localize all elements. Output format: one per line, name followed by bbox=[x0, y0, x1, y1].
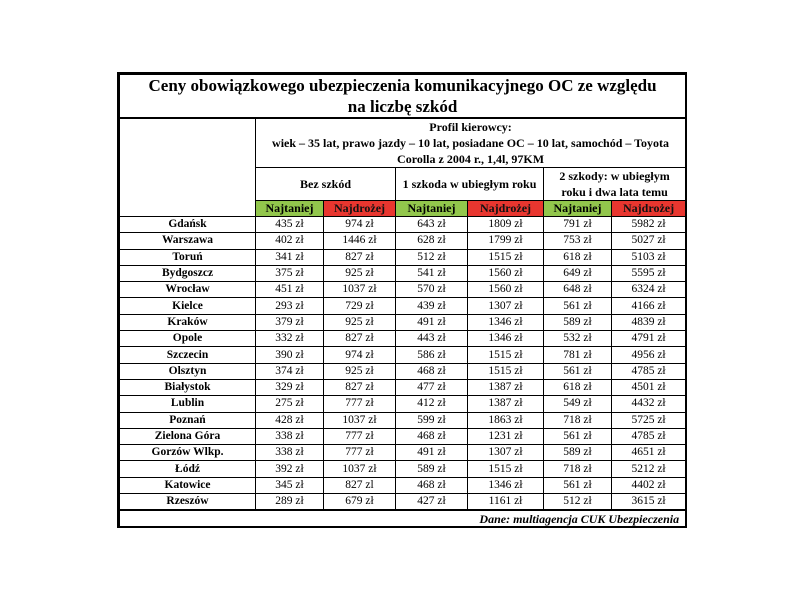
group-one-claim: 1 szkoda w ubiegłym roku bbox=[396, 168, 544, 201]
price-most-expensive-cell: 777 zł bbox=[324, 445, 396, 461]
city-name-cell: Poznań bbox=[120, 412, 256, 428]
price-cheapest-cell: 390 zł bbox=[256, 347, 324, 363]
price-most-expensive-cell: 4432 zł bbox=[612, 396, 686, 412]
price-table-frame bbox=[117, 72, 687, 528]
price-cheapest-cell: 718 zł bbox=[544, 412, 612, 428]
price-cheapest-cell: 341 zł bbox=[256, 249, 324, 265]
table-row bbox=[120, 461, 686, 477]
table-row bbox=[120, 494, 686, 511]
price-most-expensive-cell: 4402 zł bbox=[612, 477, 686, 493]
price-most-expensive-cell: 974 zł bbox=[324, 217, 396, 233]
price-cheapest-cell: 427 zł bbox=[396, 494, 468, 511]
price-most-expensive-cell: 925 zł bbox=[324, 265, 396, 281]
price-most-expensive-cell: 4839 zł bbox=[612, 314, 686, 330]
price-cheapest-cell: 512 zł bbox=[396, 249, 468, 265]
city-name-cell: Katowice bbox=[120, 477, 256, 493]
price-most-expensive-cell: 1037 zł bbox=[324, 412, 396, 428]
price-cheapest-cell: 293 zł bbox=[256, 298, 324, 314]
city-name-cell: Olsztyn bbox=[120, 363, 256, 379]
price-most-expensive-cell: 1161 zł bbox=[468, 494, 544, 511]
price-most-expensive-cell: 925 zł bbox=[324, 314, 396, 330]
group-two-claims: 2 szkody: w ubiegłym roku i dwa lata temu bbox=[544, 168, 686, 201]
subheader-cheapest: Najtaniej bbox=[396, 201, 468, 217]
price-cheapest-cell: 412 zł bbox=[396, 396, 468, 412]
table-row bbox=[120, 249, 686, 265]
price-cheapest-cell: 289 zł bbox=[256, 494, 324, 511]
city-name-cell: Gdańsk bbox=[120, 217, 256, 233]
price-cheapest-cell: 443 zł bbox=[396, 331, 468, 347]
price-most-expensive-cell: 1231 zł bbox=[468, 428, 544, 444]
price-most-expensive-cell: 4785 zł bbox=[612, 363, 686, 379]
price-most-expensive-cell: 5982 zł bbox=[612, 217, 686, 233]
table-row bbox=[120, 331, 686, 347]
price-most-expensive-cell: 5595 zł bbox=[612, 265, 686, 281]
price-most-expensive-cell: 1387 zł bbox=[468, 379, 544, 395]
price-most-expensive-cell: 827 zl bbox=[324, 477, 396, 493]
price-cheapest-cell: 589 zł bbox=[396, 461, 468, 477]
price-most-expensive-cell: 1446 zł bbox=[324, 233, 396, 249]
price-cheapest-cell: 718 zł bbox=[544, 461, 612, 477]
subheader-cheapest: Najtaniej bbox=[544, 201, 612, 217]
price-cheapest-cell: 329 zł bbox=[256, 379, 324, 395]
price-most-expensive-cell: 4166 zł bbox=[612, 298, 686, 314]
price-cheapest-cell: 374 zł bbox=[256, 363, 324, 379]
price-cheapest-cell: 338 zł bbox=[256, 428, 324, 444]
price-most-expensive-cell: 1515 zł bbox=[468, 363, 544, 379]
price-cheapest-cell: 570 zł bbox=[396, 282, 468, 298]
price-cheapest-cell: 561 zł bbox=[544, 428, 612, 444]
price-most-expensive-cell: 5212 zł bbox=[612, 461, 686, 477]
price-cheapest-cell: 332 zł bbox=[256, 331, 324, 347]
price-cheapest-cell: 468 zł bbox=[396, 428, 468, 444]
price-cheapest-cell: 549 zł bbox=[544, 396, 612, 412]
city-name-cell: Zielona Góra bbox=[120, 428, 256, 444]
price-most-expensive-cell: 1387 zł bbox=[468, 396, 544, 412]
city-name-cell: Białystok bbox=[120, 379, 256, 395]
price-cheapest-cell: 468 zł bbox=[396, 363, 468, 379]
price-cheapest-cell: 649 zł bbox=[544, 265, 612, 281]
price-cheapest-cell: 541 zł bbox=[396, 265, 468, 281]
city-name-cell: Toruń bbox=[120, 249, 256, 265]
price-table bbox=[119, 74, 686, 528]
city-name-cell: Szczecin bbox=[120, 347, 256, 363]
price-most-expensive-cell: 1307 zł bbox=[468, 445, 544, 461]
price-cheapest-cell: 428 zł bbox=[256, 412, 324, 428]
city-name-cell: Bydgoszcz bbox=[120, 265, 256, 281]
price-most-expensive-cell: 1037 zł bbox=[324, 282, 396, 298]
price-cheapest-cell: 561 zł bbox=[544, 298, 612, 314]
price-cheapest-cell: 491 zł bbox=[396, 445, 468, 461]
price-cheapest-cell: 643 zł bbox=[396, 217, 468, 233]
table-row bbox=[120, 379, 686, 395]
price-most-expensive-cell: 3615 zł bbox=[612, 494, 686, 511]
price-cheapest-cell: 468 zł bbox=[396, 477, 468, 493]
price-most-expensive-cell: 4651 zł bbox=[612, 445, 686, 461]
subheader-most-expensive: Najdrożej bbox=[324, 201, 396, 217]
price-cheapest-cell: 589 zł bbox=[544, 445, 612, 461]
price-cheapest-cell: 599 zł bbox=[396, 412, 468, 428]
table-row bbox=[120, 298, 686, 314]
price-most-expensive-cell: 827 zł bbox=[324, 249, 396, 265]
price-cheapest-cell: 589 zł bbox=[544, 314, 612, 330]
price-cheapest-cell: 781 zł bbox=[544, 347, 612, 363]
table-row bbox=[120, 233, 686, 249]
price-most-expensive-cell: 5103 zł bbox=[612, 249, 686, 265]
price-cheapest-cell: 435 zł bbox=[256, 217, 324, 233]
price-most-expensive-cell: 1346 zł bbox=[468, 477, 544, 493]
price-most-expensive-cell: 1307 zł bbox=[468, 298, 544, 314]
price-cheapest-cell: 439 zł bbox=[396, 298, 468, 314]
price-cheapest-cell: 648 zł bbox=[544, 282, 612, 298]
city-name-cell: Kraków bbox=[120, 314, 256, 330]
driver-profile bbox=[256, 118, 686, 168]
subheader-most-expensive: Najdrożej bbox=[468, 201, 544, 217]
price-most-expensive-cell: 1809 zł bbox=[468, 217, 544, 233]
city-name-cell: Wrocław bbox=[120, 282, 256, 298]
price-cheapest-cell: 618 zł bbox=[544, 379, 612, 395]
price-cheapest-cell: 618 zł bbox=[544, 249, 612, 265]
table-row bbox=[120, 412, 686, 428]
price-cheapest-cell: 561 zł bbox=[544, 477, 612, 493]
table-row bbox=[120, 477, 686, 493]
price-cheapest-cell: 451 zł bbox=[256, 282, 324, 298]
price-most-expensive-cell: 1515 zł bbox=[468, 249, 544, 265]
driver-profile-details: wiek – 35 lat, prawo jazdy – 10 lat, posiadane OC – 10 lat, samochód – Toyota Corolla z 2004 r., 1,4l, 97KM bbox=[272, 136, 670, 166]
price-most-expensive-cell: 777 zł bbox=[324, 396, 396, 412]
price-most-expensive-cell: 1560 zł bbox=[468, 265, 544, 281]
price-most-expensive-cell: 729 zł bbox=[324, 298, 396, 314]
table-row bbox=[120, 282, 686, 298]
table-row bbox=[120, 428, 686, 444]
price-most-expensive-cell: 1346 zł bbox=[468, 331, 544, 347]
city-name-cell: Gorzów Wlkp. bbox=[120, 445, 256, 461]
price-most-expensive-cell: 925 zł bbox=[324, 363, 396, 379]
city-name-cell: Warszawa bbox=[120, 233, 256, 249]
price-most-expensive-cell: 1863 zł bbox=[468, 412, 544, 428]
table-row bbox=[120, 265, 686, 281]
empty-corner-cell bbox=[120, 118, 256, 217]
price-cheapest-cell: 379 zł bbox=[256, 314, 324, 330]
price-cheapest-cell: 628 zł bbox=[396, 233, 468, 249]
city-name-cell: Opole bbox=[120, 331, 256, 347]
price-most-expensive-cell: 679 zł bbox=[324, 494, 396, 511]
price-most-expensive-cell: 1037 zł bbox=[324, 461, 396, 477]
price-most-expensive-cell: 5027 zł bbox=[612, 233, 686, 249]
price-most-expensive-cell: 974 zł bbox=[324, 347, 396, 363]
price-cheapest-cell: 532 zł bbox=[544, 331, 612, 347]
price-cheapest-cell: 753 zł bbox=[544, 233, 612, 249]
city-name-cell: Lublin bbox=[120, 396, 256, 412]
source-row bbox=[120, 510, 686, 528]
table-row bbox=[120, 217, 686, 233]
price-cheapest-cell: 586 zł bbox=[396, 347, 468, 363]
group-no-claims: Bez szkód bbox=[256, 168, 396, 201]
price-most-expensive-cell: 4956 zł bbox=[612, 347, 686, 363]
table-row bbox=[120, 445, 686, 461]
city-name-cell: Kielce bbox=[120, 298, 256, 314]
price-most-expensive-cell: 827 zł bbox=[324, 331, 396, 347]
price-cheapest-cell: 791 zł bbox=[544, 217, 612, 233]
city-name-cell: Rzeszów bbox=[120, 494, 256, 511]
table-row bbox=[120, 347, 686, 363]
price-most-expensive-cell: 1560 zł bbox=[468, 282, 544, 298]
price-most-expensive-cell: 1346 zł bbox=[468, 314, 544, 330]
price-most-expensive-cell: 1799 zł bbox=[468, 233, 544, 249]
price-most-expensive-cell: 4791 zł bbox=[612, 331, 686, 347]
driver-profile-heading: Profil kierowcy: bbox=[429, 120, 512, 134]
subheader-most-expensive: Najdrożej bbox=[612, 201, 686, 217]
price-cheapest-cell: 345 zł bbox=[256, 477, 324, 493]
price-most-expensive-cell: 4785 zł bbox=[612, 428, 686, 444]
price-cheapest-cell: 561 zł bbox=[544, 363, 612, 379]
price-cheapest-cell: 402 zł bbox=[256, 233, 324, 249]
price-cheapest-cell: 512 zł bbox=[544, 494, 612, 511]
table-row bbox=[120, 314, 686, 330]
city-name-cell: Łódź bbox=[120, 461, 256, 477]
price-most-expensive-cell: 1515 zł bbox=[468, 461, 544, 477]
price-cheapest-cell: 375 zł bbox=[256, 265, 324, 281]
table-row bbox=[120, 363, 686, 379]
subheader-cheapest: Najtaniej bbox=[256, 201, 324, 217]
price-most-expensive-cell: 4501 zł bbox=[612, 379, 686, 395]
table-row bbox=[120, 396, 686, 412]
price-most-expensive-cell: 5725 zł bbox=[612, 412, 686, 428]
price-cheapest-cell: 392 zł bbox=[256, 461, 324, 477]
price-most-expensive-cell: 1515 zł bbox=[468, 347, 544, 363]
price-cheapest-cell: 477 zł bbox=[396, 379, 468, 395]
price-cheapest-cell: 491 zł bbox=[396, 314, 468, 330]
price-most-expensive-cell: 6324 zł bbox=[612, 282, 686, 298]
price-most-expensive-cell: 777 zł bbox=[324, 428, 396, 444]
table-title: Ceny obowiązkowego ubezpieczenia komunikacyjnego OC ze względu na liczbę szkód bbox=[120, 75, 686, 119]
price-cheapest-cell: 275 zł bbox=[256, 396, 324, 412]
data-source-note: Dane: multiagencja CUK Ubezpieczenia bbox=[120, 510, 686, 528]
price-cheapest-cell: 338 zł bbox=[256, 445, 324, 461]
price-most-expensive-cell: 827 zł bbox=[324, 379, 396, 395]
